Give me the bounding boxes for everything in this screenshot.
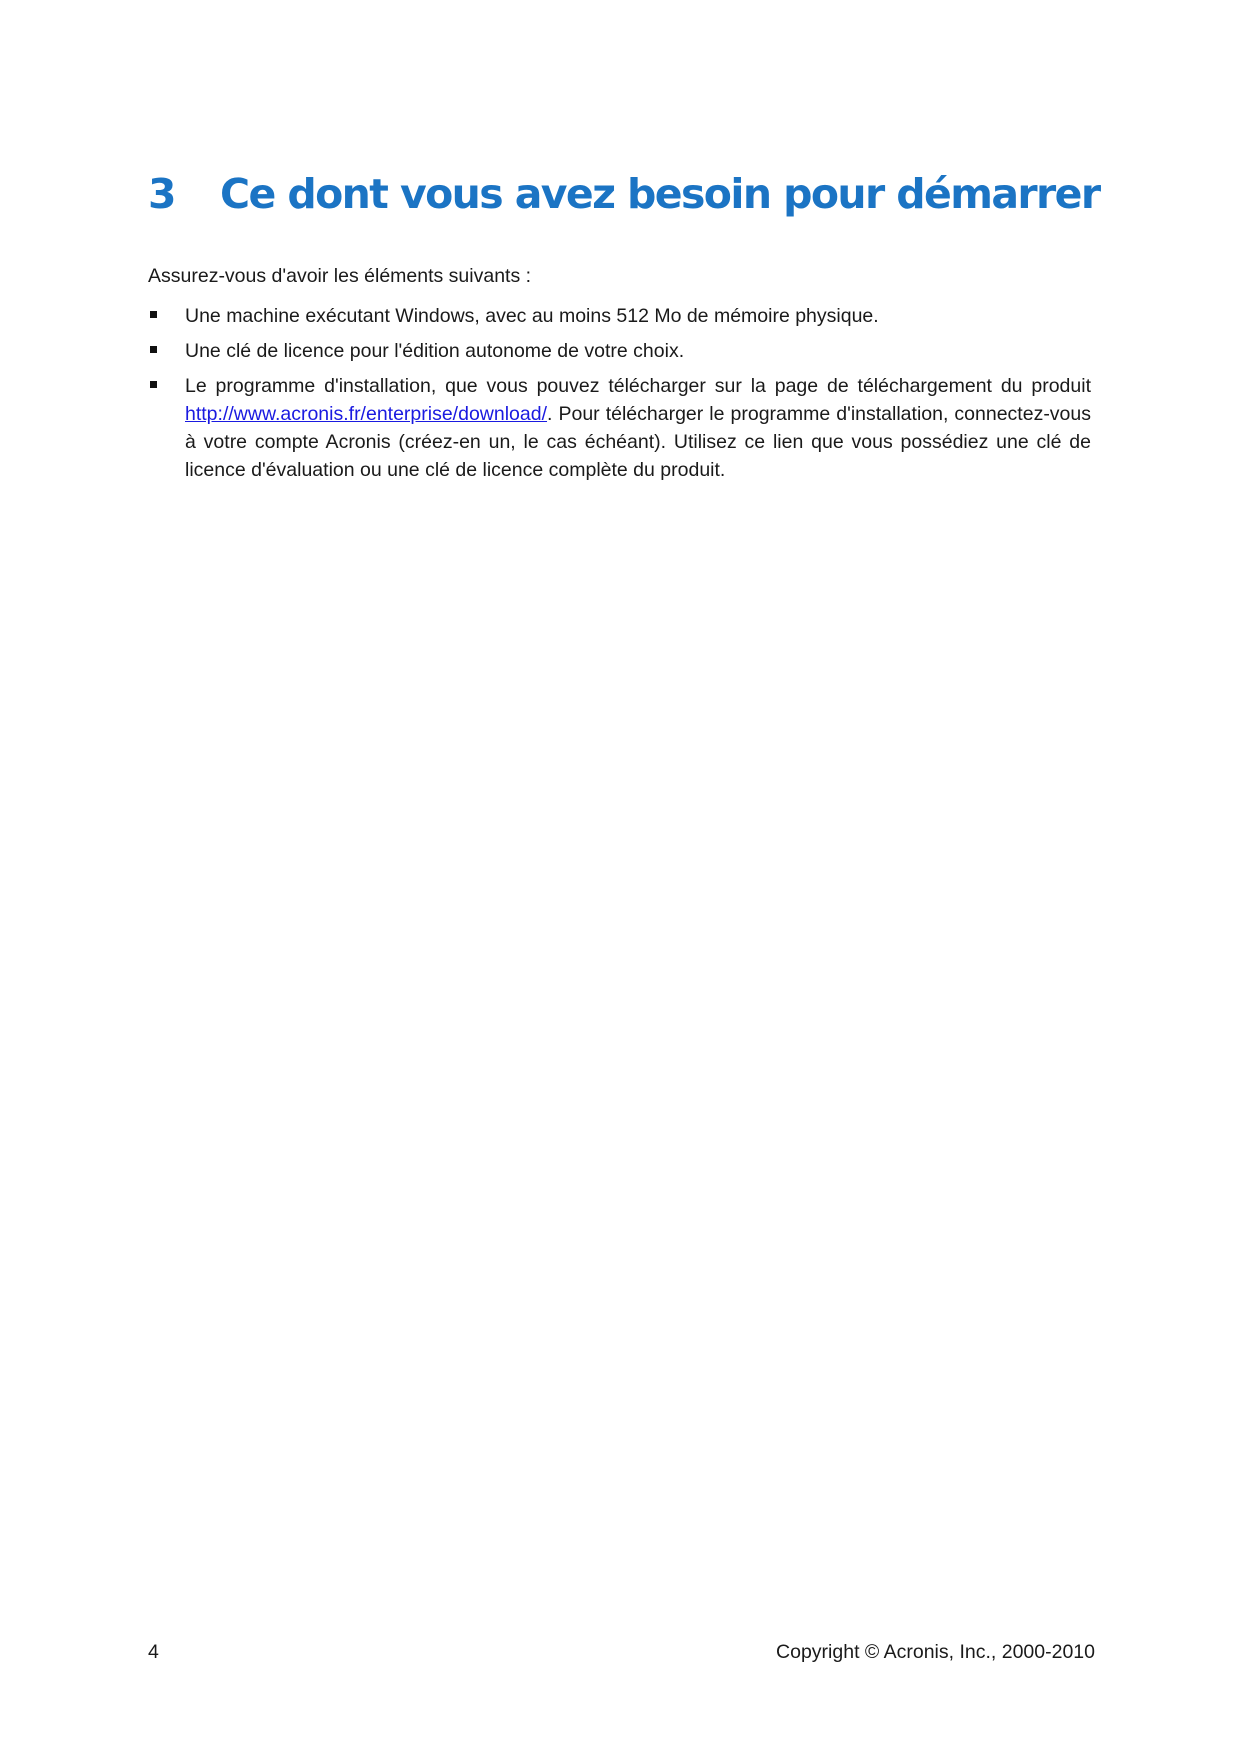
- list-item: [148, 372, 1091, 484]
- download-link[interactable]: http://www.acronis.fr/enterprise/download/: [185, 403, 548, 425]
- square-bullet-icon: [150, 346, 157, 353]
- chapter-number: 3: [148, 170, 175, 218]
- list-item-text-continued: . Pour télécharger le programme d'installation, connectez-vous à votre compte Acronis (créez-en un, le cas échéant). Utilisez ce lien que vous possédiez une clé de licence d'évaluation ou une clé de licence complète du produit.: [185, 403, 1091, 481]
- list-item-text: Une clé de licence pour l'édition autonome de votre choix.: [185, 340, 685, 362]
- list-item: [148, 337, 1091, 365]
- chapter-title: Ce dont vous avez besoin pour démarrer: [220, 170, 1100, 218]
- square-bullet-icon: [150, 311, 157, 318]
- list-item-text: Le programme d'installation, que vous pouvez télécharger sur la page de téléchargement du produit: [185, 375, 1091, 397]
- copyright-notice: Copyright © Acronis, Inc., 2000-2010: [776, 1641, 1095, 1663]
- requirements-list: [148, 302, 1091, 484]
- chapter-heading: [148, 170, 1100, 218]
- intro-paragraph: Assurez-vous d'avoir les éléments suivants :: [148, 265, 532, 287]
- list-item-text: Une machine exécutant Windows, avec au moins 512 Mo de mémoire physique.: [185, 305, 879, 327]
- list-item: [148, 302, 1091, 330]
- content-body: [148, 262, 1091, 491]
- page-number: 4: [148, 1641, 159, 1663]
- square-bullet-icon: [150, 381, 157, 388]
